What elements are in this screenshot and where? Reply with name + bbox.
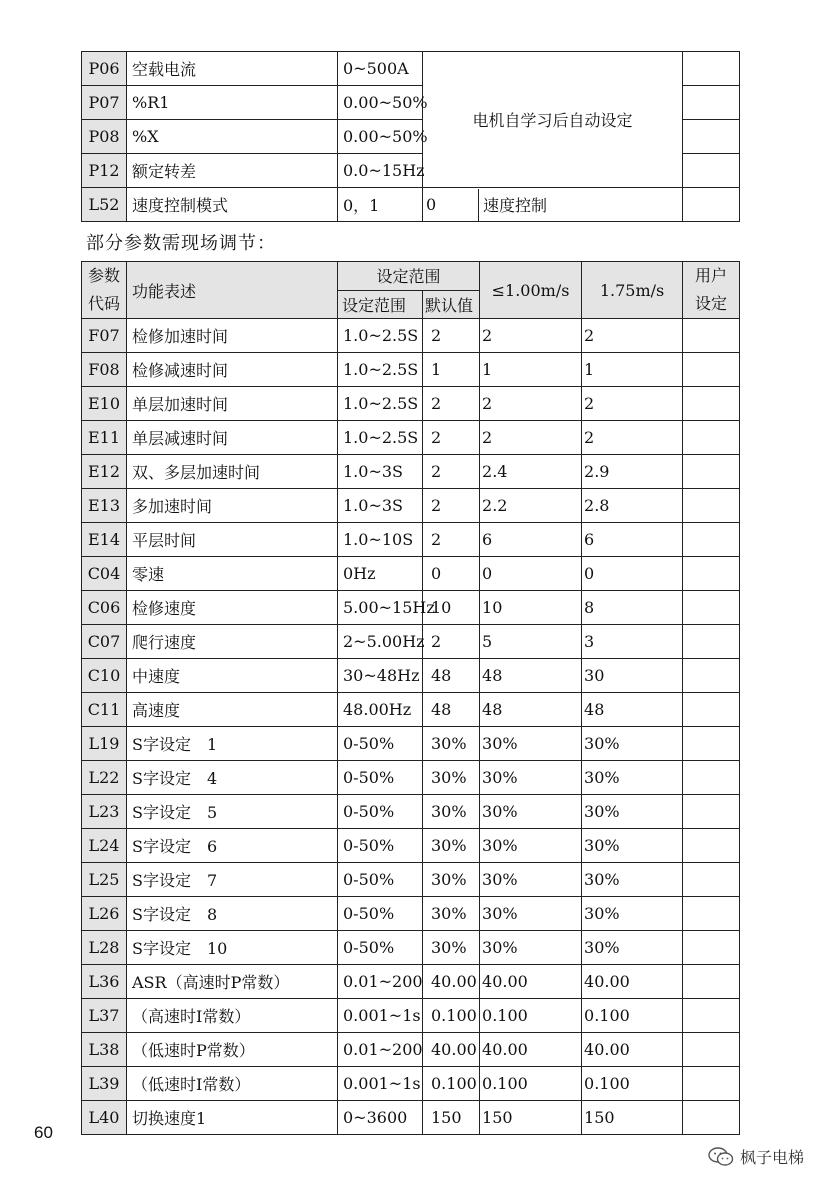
- param-range: 0.001~1s: [338, 999, 423, 1033]
- table-row: [82, 829, 740, 863]
- param-value-speed-1: 2.4: [480, 455, 582, 489]
- table-row: [82, 1101, 740, 1135]
- param-value-speed-1: 30%: [480, 761, 582, 795]
- param-name: 检修速度: [127, 591, 338, 625]
- table-row: [82, 489, 740, 523]
- table-row: [82, 557, 740, 591]
- param-name: 平层时间: [127, 523, 338, 557]
- param-name: 额定转差: [127, 154, 338, 188]
- user-setting-cell: [683, 897, 740, 931]
- user-setting-cell: [683, 319, 740, 353]
- user-setting-cell: [683, 829, 740, 863]
- user-setting-cell: [683, 387, 740, 421]
- param-range: 0.001~1s: [338, 1067, 423, 1101]
- param-value-speed-2: 30%: [582, 931, 683, 965]
- param-value-speed-2: 2: [582, 319, 683, 353]
- param-name: S字设定 5: [127, 795, 338, 829]
- param-range: 1.0~2.5S: [338, 387, 423, 421]
- param-range: 0.01~200: [338, 1033, 423, 1067]
- param-value-speed-2: 2: [582, 421, 683, 455]
- default-and-setting-cell: [423, 188, 683, 222]
- param-value-speed-2: 40.00: [582, 1033, 683, 1067]
- param-name: S字设定 7: [127, 863, 338, 897]
- param-range: 0.00~50%: [338, 120, 423, 154]
- param-range: 0，1: [338, 188, 423, 222]
- table-row: [82, 863, 740, 897]
- param-default: 30%: [423, 761, 480, 795]
- user-setting-cell: [683, 86, 740, 120]
- param-value-speed-2: 2.9: [582, 455, 683, 489]
- table-row: [82, 52, 740, 86]
- table-row: [82, 591, 740, 625]
- param-value-speed-1: 2: [480, 319, 582, 353]
- param-value-speed-2: 2: [582, 387, 683, 421]
- param-name: 检修加速时间: [127, 319, 338, 353]
- param-value-speed-2: 8: [582, 591, 683, 625]
- param-name: S字设定 10: [127, 931, 338, 965]
- table-row: [82, 693, 740, 727]
- user-setting-cell: [683, 931, 740, 965]
- param-value-speed-1: 30%: [480, 829, 582, 863]
- param-value-speed-1: 30%: [480, 727, 582, 761]
- param-name: 空载电流: [127, 52, 338, 86]
- user-setting-cell: [683, 761, 740, 795]
- param-name: 切换速度1: [127, 1101, 338, 1135]
- user-setting-cell: [683, 353, 740, 387]
- user-setting-cell: [683, 188, 740, 222]
- table-row: [82, 319, 740, 353]
- table-row: [82, 1067, 740, 1101]
- param-code: C07: [82, 625, 127, 659]
- param-default: 40.00: [423, 1033, 480, 1067]
- param-name: %R1: [127, 86, 338, 120]
- user-setting-cell: [683, 421, 740, 455]
- table-row: [82, 523, 740, 557]
- param-value-speed-2: 30%: [582, 727, 683, 761]
- param-value-speed-1: 30%: [480, 795, 582, 829]
- param-default: 1: [423, 353, 480, 387]
- param-value-speed-1: 0.100: [480, 1067, 582, 1101]
- page-number: 60: [34, 1123, 53, 1142]
- code-column-header: 参数 代码: [82, 262, 127, 319]
- param-default: 30%: [423, 931, 480, 965]
- param-value-speed-1: 1: [480, 353, 582, 387]
- param-range: 0-50%: [338, 761, 423, 795]
- param-range: 1.0~2.5S: [338, 353, 423, 387]
- user-setting-cell: [683, 863, 740, 897]
- param-code: L26: [82, 897, 127, 931]
- user-setting-cell: [683, 659, 740, 693]
- user-setting-cell: [683, 999, 740, 1033]
- param-value-speed-2: 30%: [582, 829, 683, 863]
- param-default: 30%: [423, 727, 480, 761]
- param-code: E11: [82, 421, 127, 455]
- param-default: 48: [423, 659, 480, 693]
- param-code: E12: [82, 455, 127, 489]
- param-default: 0: [423, 189, 479, 221]
- table-row: [82, 931, 740, 965]
- user-setting-cell: [683, 557, 740, 591]
- param-value-speed-1: 30%: [480, 931, 582, 965]
- param-name: 速度控制模式: [127, 188, 338, 222]
- param-range: 1.0~3S: [338, 455, 423, 489]
- param-value-speed-2: 6: [582, 523, 683, 557]
- param-value-speed-2: 2.8: [582, 489, 683, 523]
- param-name: （低速时I常数）: [127, 1067, 338, 1101]
- param-code: L37: [82, 999, 127, 1033]
- param-value-speed-1: 6: [480, 523, 582, 557]
- param-name: 单层加速时间: [127, 387, 338, 421]
- param-name: S字设定 8: [127, 897, 338, 931]
- table-row: [82, 387, 740, 421]
- param-code: C06: [82, 591, 127, 625]
- wechat-icon: [708, 1147, 734, 1167]
- param-default: 30%: [423, 829, 480, 863]
- param-range: 0Hz: [338, 557, 423, 591]
- param-range: 30~48Hz: [338, 659, 423, 693]
- param-code: P06: [82, 52, 127, 86]
- param-value-speed-1: 40.00: [480, 965, 582, 999]
- param-range: 1.0~3S: [338, 489, 423, 523]
- param-code: E10: [82, 387, 127, 421]
- default-subheader: 默认值: [423, 290, 480, 319]
- param-code: L38: [82, 1033, 127, 1067]
- param-name: （高速时I常数）: [127, 999, 338, 1033]
- param-range: 5.00~15Hz: [338, 591, 423, 625]
- param-name: 爬行速度: [127, 625, 338, 659]
- table-row: [82, 795, 740, 829]
- param-name: 双、多层加速时间: [127, 455, 338, 489]
- user-setting-cell: [683, 489, 740, 523]
- table-row: [82, 188, 740, 222]
- param-range: 1.0~10S: [338, 523, 423, 557]
- field-adjust-parameter-table: [81, 261, 740, 1135]
- param-value-speed-1: 40.00: [480, 1033, 582, 1067]
- param-default: 48: [423, 693, 480, 727]
- param-range: 48.00Hz: [338, 693, 423, 727]
- param-value-speed-2: 48: [582, 693, 683, 727]
- param-range: 1.0~2.5S: [338, 319, 423, 353]
- auto-set-note: 电机自学习后自动设定: [423, 52, 683, 188]
- param-name: 多加速时间: [127, 489, 338, 523]
- param-value-speed-2: 30%: [582, 897, 683, 931]
- param-range: 0-50%: [338, 829, 423, 863]
- param-value-speed-2: 30: [582, 659, 683, 693]
- param-default: 0: [423, 557, 480, 591]
- param-value-speed-2: 0.100: [582, 999, 683, 1033]
- user-setting-column-header: 用户 设定: [683, 262, 740, 319]
- section-heading: 部分参数需现场调节：: [86, 233, 276, 254]
- param-default: 30%: [423, 897, 480, 931]
- param-code: L52: [82, 188, 127, 222]
- user-setting-cell: [683, 727, 740, 761]
- param-range: 0~500A: [338, 52, 423, 86]
- user-setting-cell: [683, 693, 740, 727]
- param-range: 0~3600: [338, 1101, 423, 1135]
- param-code: F07: [82, 319, 127, 353]
- param-value-speed-2: 30%: [582, 863, 683, 897]
- param-default: 30%: [423, 795, 480, 829]
- param-value-speed-2: 0: [582, 557, 683, 591]
- param-code: P12: [82, 154, 127, 188]
- user-setting-cell: [683, 965, 740, 999]
- user-setting-cell: [683, 154, 740, 188]
- param-default: 150: [423, 1101, 480, 1135]
- param-value-speed-1: 0: [480, 557, 582, 591]
- param-value-speed-2: 150: [582, 1101, 683, 1135]
- table-row: [82, 761, 740, 795]
- param-value-speed-1: 30%: [480, 863, 582, 897]
- param-code: F08: [82, 353, 127, 387]
- param-default: 2: [423, 387, 480, 421]
- param-value-speed-1: 150: [480, 1101, 582, 1135]
- param-code: E14: [82, 523, 127, 557]
- param-range: 0.00~50%: [338, 86, 423, 120]
- user-setting-cell: [683, 523, 740, 557]
- param-code: P08: [82, 120, 127, 154]
- param-value-speed-1: 2: [480, 421, 582, 455]
- param-range: 0-50%: [338, 795, 423, 829]
- param-name: %X: [127, 120, 338, 154]
- param-setting: 速度控制: [483, 196, 548, 215]
- table-row: [82, 455, 740, 489]
- speed-2-column-header: 1.75m/s: [582, 262, 683, 319]
- param-code: L24: [82, 829, 127, 863]
- param-range: 0-50%: [338, 863, 423, 897]
- param-code: C04: [82, 557, 127, 591]
- user-setting-cell: [683, 1033, 740, 1067]
- user-setting-cell: [683, 625, 740, 659]
- param-code: P07: [82, 86, 127, 120]
- param-name: 单层减速时间: [127, 421, 338, 455]
- user-setting-cell: [683, 795, 740, 829]
- user-setting-cell: [683, 120, 740, 154]
- param-value-speed-1: 5: [480, 625, 582, 659]
- param-name: ASR（高速时P常数）: [127, 965, 338, 999]
- param-name: S字设定 6: [127, 829, 338, 863]
- param-default: 30%: [423, 863, 480, 897]
- table-row: [82, 625, 740, 659]
- param-range: 0-50%: [338, 931, 423, 965]
- motor-parameter-table: [81, 51, 740, 222]
- brand-name: 枫子电梯: [740, 1148, 805, 1167]
- table-row: [82, 965, 740, 999]
- param-range: 0-50%: [338, 897, 423, 931]
- param-range: 0.01~200: [338, 965, 423, 999]
- param-value-speed-1: 30%: [480, 897, 582, 931]
- param-default: 2: [423, 455, 480, 489]
- param-code: L28: [82, 931, 127, 965]
- speed-1-column-header: ≤1.00m/s: [480, 262, 582, 319]
- param-default: 2: [423, 625, 480, 659]
- param-name: S字设定 4: [127, 761, 338, 795]
- param-default: 0.100: [423, 999, 480, 1033]
- brand-watermark: [708, 1145, 804, 1168]
- table-row: [82, 659, 740, 693]
- table-row: [82, 353, 740, 387]
- range-subheader: 设定范围: [338, 290, 423, 319]
- param-range: 0.0~15Hz: [338, 154, 423, 188]
- param-code: L40: [82, 1101, 127, 1135]
- param-range: 1.0~2.5S: [338, 421, 423, 455]
- param-code: L22: [82, 761, 127, 795]
- param-name: 高速度: [127, 693, 338, 727]
- table-row: [82, 1033, 740, 1067]
- param-name: 中速度: [127, 659, 338, 693]
- param-default: 2: [423, 421, 480, 455]
- param-default: 0.100: [423, 1067, 480, 1101]
- param-value-speed-1: 2.2: [480, 489, 582, 523]
- param-range: 0-50%: [338, 727, 423, 761]
- param-name: （低速时P常数）: [127, 1033, 338, 1067]
- param-value-speed-1: 10: [480, 591, 582, 625]
- table-row: [82, 421, 740, 455]
- param-name: S字设定 1: [127, 727, 338, 761]
- param-code: L25: [82, 863, 127, 897]
- param-value-speed-2: 1: [582, 353, 683, 387]
- param-value-speed-2: 40.00: [582, 965, 683, 999]
- param-value-speed-2: 0.100: [582, 1067, 683, 1101]
- param-code: C10: [82, 659, 127, 693]
- param-value-speed-2: 3: [582, 625, 683, 659]
- table-row: [82, 727, 740, 761]
- param-default: 2: [423, 489, 480, 523]
- param-name: 检修减速时间: [127, 353, 338, 387]
- param-code: E13: [82, 489, 127, 523]
- param-code: C11: [82, 693, 127, 727]
- param-value-speed-1: 2: [480, 387, 582, 421]
- table-row: [82, 897, 740, 931]
- param-value-speed-2: 30%: [582, 795, 683, 829]
- user-setting-cell: [683, 455, 740, 489]
- param-default: 2: [423, 319, 480, 353]
- param-code: L39: [82, 1067, 127, 1101]
- function-column-header: 功能表述: [127, 262, 338, 319]
- user-setting-cell: [683, 52, 740, 86]
- user-setting-cell: [683, 1101, 740, 1135]
- range-group-header: 设定范围: [338, 262, 480, 291]
- param-range: 2~5.00Hz: [338, 625, 423, 659]
- param-code: L36: [82, 965, 127, 999]
- param-code: L19: [82, 727, 127, 761]
- param-default: 40.00: [423, 965, 480, 999]
- user-setting-cell: [683, 591, 740, 625]
- param-value-speed-1: 48: [480, 659, 582, 693]
- param-default: 2: [423, 523, 480, 557]
- param-code: L23: [82, 795, 127, 829]
- table-header-row: [82, 262, 740, 291]
- param-value-speed-2: 30%: [582, 761, 683, 795]
- user-setting-cell: [683, 1067, 740, 1101]
- param-value-speed-1: 0.100: [480, 999, 582, 1033]
- table-row: [82, 999, 740, 1033]
- param-value-speed-1: 48: [480, 693, 582, 727]
- param-name: 零速: [127, 557, 338, 591]
- param-default: 10: [423, 591, 480, 625]
